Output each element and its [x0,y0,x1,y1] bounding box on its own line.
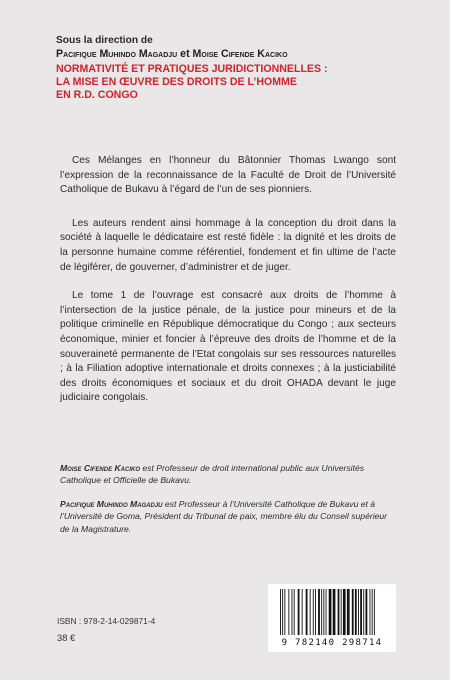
title-line-1: NORMATIVITÉ ET PRATIQUES JURIDICTIONNELLES : [56,63,328,75]
barcode-bar [347,589,350,635]
bio-1 [60,462,396,487]
barcode-bar [306,589,308,635]
barcode-bar [343,589,346,635]
barcode-bar [360,589,362,635]
authors-connector: et [180,48,190,60]
summary-paragraph-1: Ces Mélanges en l’honneur du Bâtonnier Thomas Lwango sont l’expression de la reconnaissance de la Faculté de Droit de l’Université Catholique de Bukavu à l’égard de l’un de ses pionniers. [60,155,396,196]
barcode-bars [268,584,396,640]
bio-2 [60,498,396,535]
bio-1-name: Moise Cifende Kaciko [60,463,141,473]
barcode-bar [302,589,303,635]
bio-2-name: Pacifique Muhindo Magadju [60,498,163,509]
title-line-2: LA MISE EN ŒUVRE DES DROITS DE L’HOMME [56,76,297,88]
barcode-bar [370,589,371,635]
header [56,34,416,102]
bio-1-text: est Professeur de droit international public aux Universités Catholique et Officielle de Bukavu. [60,463,365,486]
summary-paragraph-3: Le tome 1 de l’ouvrage est consacré aux droits de l’homme à l’intersection de la justice pénale, de la justice pour mineurs et de la politique criminelle en République démocratique du Congo ; aux secteurs économique, minier et foncier à l’épreuve des droits de l’homme et de la souveraineté permanente de l’Etat congolais sur ses ressources naturelles ; à la Filiation adoptive internationale et droits connexes ; à la justiciabilité des droits économiques et sociaux et du droit OHADA devant le juge judiciaire congolais. [60,290,396,404]
barcode-bar [315,589,316,635]
barcode-bar [280,589,281,635]
barcode [268,584,396,652]
barcode-bar [298,589,300,635]
barcode-bar [318,589,320,635]
barcode-bar [372,589,373,635]
barcode-bar [374,589,375,635]
barcode-bar [288,589,289,635]
barcode-bar [321,589,322,635]
title-line-3: EN R.D. CONGO [56,89,138,101]
barcode-bar [282,589,283,635]
barcode-bar [310,589,311,635]
barcode-bar [333,589,336,635]
barcode-bar [366,589,368,635]
barcode-bar [284,589,285,635]
barcode-number: 9 782140 298714 [281,638,383,648]
barcode-bar [329,589,332,635]
barcode-bar [326,589,327,635]
isbn: ISBN : 978-2-14-029871-4 [57,616,156,626]
barcode-bar [355,589,357,635]
barcode-bar [338,589,340,635]
summary-paragraph-2: Les auteurs rendent ainsi hommage à la conception du droit dans la société à laquelle le dédicataire est resté fidèle : la dignité et les droits de la personne humaine comme référentiel, fondement et fin ultime de l’acte de légiférer, de gouverner, d’administrer et de juger. [60,217,396,273]
barcode-bar [313,589,314,635]
summary [60,154,396,420]
authors-line [56,47,416,61]
author-2: Moise Cifende Kaciko [192,48,288,60]
barcode-bar [323,589,324,635]
barcode-bar [358,589,359,635]
barcode-bar [294,589,295,635]
author-bios [60,462,396,546]
barcode-bar [341,589,342,635]
author-1: Pacifique Muhindo Magadju [56,48,178,60]
barcode-bar [363,589,364,635]
barcode-bar [352,589,354,635]
price: 38 € [57,632,76,643]
book-title [56,63,416,102]
bio-2-text: est Professeur à l’Université Catholique de Bukavu et à l’Université de Goma, Président du Tribunal de paix, membre élu du Conseil supérieur de la Magistrature. [60,498,388,534]
direction-label: Sous la direction de [56,35,153,46]
barcode-bar [292,589,293,635]
